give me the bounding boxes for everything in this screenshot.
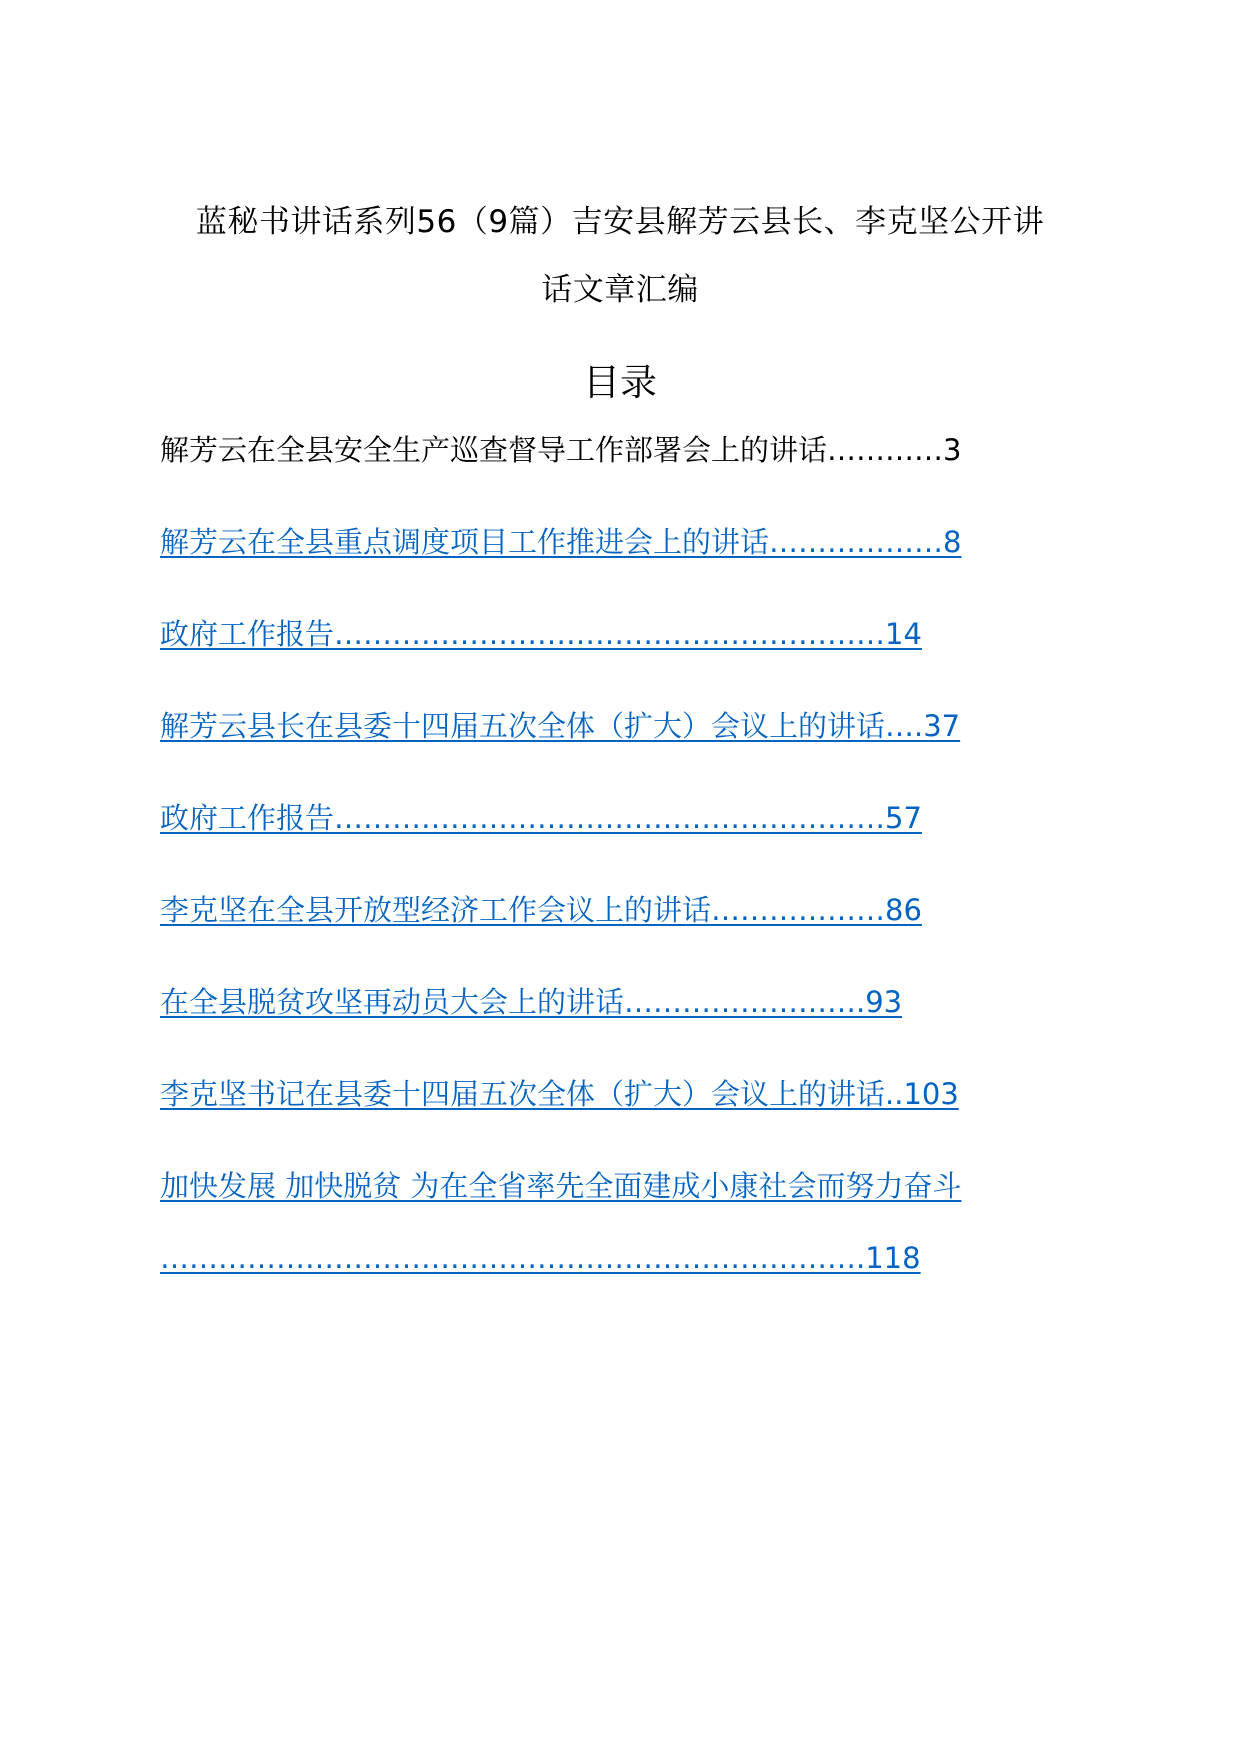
- toc-entry-4[interactable]: 解芳云县长在县委十四届五次全体（扩大）会议上的讲话….37: [160, 709, 961, 743]
- document-title-line-2: 话文章汇编: [541, 272, 699, 308]
- toc-entry-7[interactable]: 在全县脱贫攻坚再动员大会上的讲话…………………….93: [160, 985, 903, 1019]
- toc-entry-8[interactable]: 李克坚书记在县委十四届五次全体（扩大）会议上的讲话..103: [160, 1077, 959, 1111]
- document-title: [150, 188, 1090, 324]
- toc-entry-9-line-1[interactable]: 加快发展 加快脱贫 为在全省率先全面建成小康社会而努力奋斗: [160, 1169, 962, 1203]
- toc-entry-6[interactable]: 李克坚在全县开放型经济工作会议上的讲话………………86: [160, 893, 922, 927]
- toc-entry-5[interactable]: 政府工作报告…………………………………………………57: [160, 801, 922, 835]
- toc-entry-2[interactable]: 解芳云在全县重点调度项目工作推进会上的讲话………………8: [160, 525, 962, 559]
- toc-heading: 目录: [583, 361, 657, 404]
- document-title-line-1: 蓝秘书讲话系列56（9篇）吉安县解芳云县长、李克坚公开讲: [195, 204, 1045, 240]
- toc-entry-1[interactable]: 解芳云在全县安全生产巡查督导工作部署会上的讲话…………3: [160, 433, 962, 467]
- toc-entry-3[interactable]: 政府工作报告…………………………………………………14: [160, 617, 922, 651]
- toc-entry-9-line-2[interactable]: ……………………………………………………………….118: [160, 1241, 921, 1275]
